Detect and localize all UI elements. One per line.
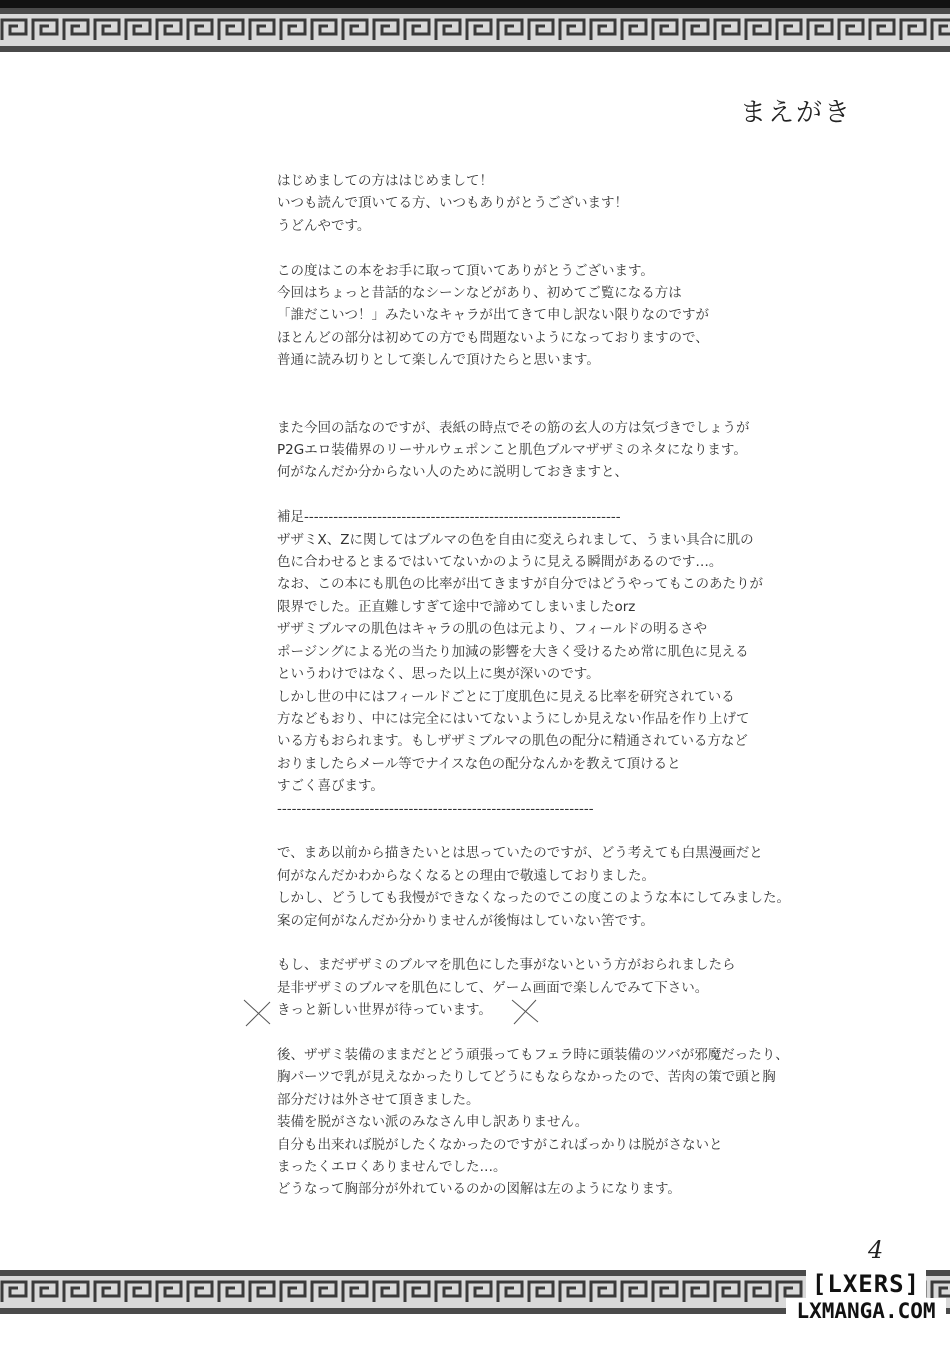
text-line: 今回はちょっと昔話的なシーンなどがあり、初めてご覧になる方は [277,285,682,302]
text-line: ザザミX、Zに関してはブルマの色を自由に変えられまして、うまい具合に肌の [277,531,754,548]
text-line: どうなって胸部分が外れているのかの図解は左のようになります。 [277,1181,681,1198]
text-line: で、まあ以前から描きたいとは思っていたのですが、どう考えても白黒漫画だと [277,845,763,862]
text-line: ザザミブルマの肌色はキャラの肌の色は元より、フィールドの明るさや [277,621,708,638]
paragraph [277,417,857,484]
text-line: また今回の話なのですが、表紙の時点でその筋の玄人の方は気づきでしょうが [277,419,750,436]
text-line: まったくエロくありませんでした…。 [277,1158,507,1175]
paragraph [277,506,857,820]
text-line: 何がなんだかわからなくなるとの理由で敬遠しておりました。 [277,867,655,884]
text-line: というわけではなく、思った以上に奥が深いのです。 [277,666,600,683]
text-line: ほとんどの部分は初めての方でも問題ないようになっておりますので、 [277,329,709,346]
page-number: 4 [868,1236,884,1264]
watermark-brand: [LXERS] [806,1270,926,1298]
watermark-url: LXMANGA.COM [786,1298,946,1324]
paragraph [277,1044,857,1201]
text-line: なお、この本にも肌色の比率が出てきますが自分ではどうやってもこのあたりが [277,576,763,593]
top-decorative-border [0,8,950,52]
sparkle-icon [240,998,274,1028]
text-line: 普通に読み切りとして楽しんで頂けたらと思います。 [277,352,600,369]
text-line: 装備を脱がさない派のみなさん申し訳ありません。 [277,1114,589,1131]
text-line: きっと新しい世界が待っています。 [277,1002,492,1019]
text-line: 何がなんだか分からない人のために説明しておきますと、 [277,464,628,481]
text-line: すごく喜びます。 [277,778,384,795]
page-title: まえがき [740,98,853,128]
text-line: 胸パーツで乳が見えなかったりしてどうにもならなかったので、苦肉の策で頭と胸 [277,1069,776,1086]
paragraph [277,954,857,1021]
text-line: 「誰だこいつ！」みたいなキャラが出てきて申し訳ない限りなのですが [277,307,709,324]
text-line: しかし、どうしても我慢ができなくなったのでこの度このような本にしてみました。 [277,890,790,907]
text-line: もし、まだザザミのブルマを肌色にした事がないという方がおられましたら [277,957,736,974]
text-line: 色に合わせるとまるではいてないかのように見える瞬間があるのです…。 [277,554,723,571]
text-line: いる方もおられます。もしザザミブルマの肌色の配分に精通されている方など [277,733,748,750]
text-line: 方などもおり、中には完全にはいてないようにしか見えない作品を作り上げて [277,710,750,727]
paragraph [277,170,857,237]
text-line: ----------------------------------------------------------------- [277,800,594,817]
foreword-body [277,170,857,1223]
text-line: しかし世の中にはフィールドごとに丁度肌色に見える比率を研究されている [277,688,735,705]
text-line: 是非ザザミのブルマを肌色にして、ゲーム画面で楽しんでみて下さい。 [277,979,709,996]
text-line: うどんやです。 [277,217,371,234]
text-line: 自分も出来れば脱がしたくなかったのですがこればっかりは脱がさないと [277,1136,723,1153]
text-line: ポージングによる光の当たり加減の影響を大きく受けるため常に肌色に見える [277,643,749,660]
site-watermark [786,1270,946,1330]
text-line: 案の定何がなんだか分かりませんが後悔はしていない筈です。 [277,912,654,929]
text-line: 部分だけは外させて頂きました。 [277,1091,480,1108]
text-line: P2Gエロ装備界のリーサルウェポンこと肌色ブルマザザミのネタになります。 [277,442,747,459]
text-line: 限界でした。正直難しすぎて途中で諦めてしまいましたorz [277,598,636,615]
sparkle-icon [508,998,542,1026]
paragraph [277,842,857,932]
text-line: 補足----------------------------------------------------------------- [277,509,621,526]
fret-pattern [0,8,950,52]
text-line: 後、ザザミ装備のままだとどう頑張ってもフェラ時に頭装備のツバが邪魔だったり、 [277,1046,789,1063]
text-line: はじめましての方ははじめまして！ [277,173,493,189]
text-line: おりましたらメール等でナイスな色の配分なんかを教えて頂けると [277,755,681,772]
paragraph [277,260,857,372]
text-line: いつも読んで頂いてる方、いつもありがとうございます！ [277,195,628,212]
text-line: この度はこの本をお手に取って頂いてありがとうございます。 [277,262,654,279]
top-edge [0,0,950,8]
